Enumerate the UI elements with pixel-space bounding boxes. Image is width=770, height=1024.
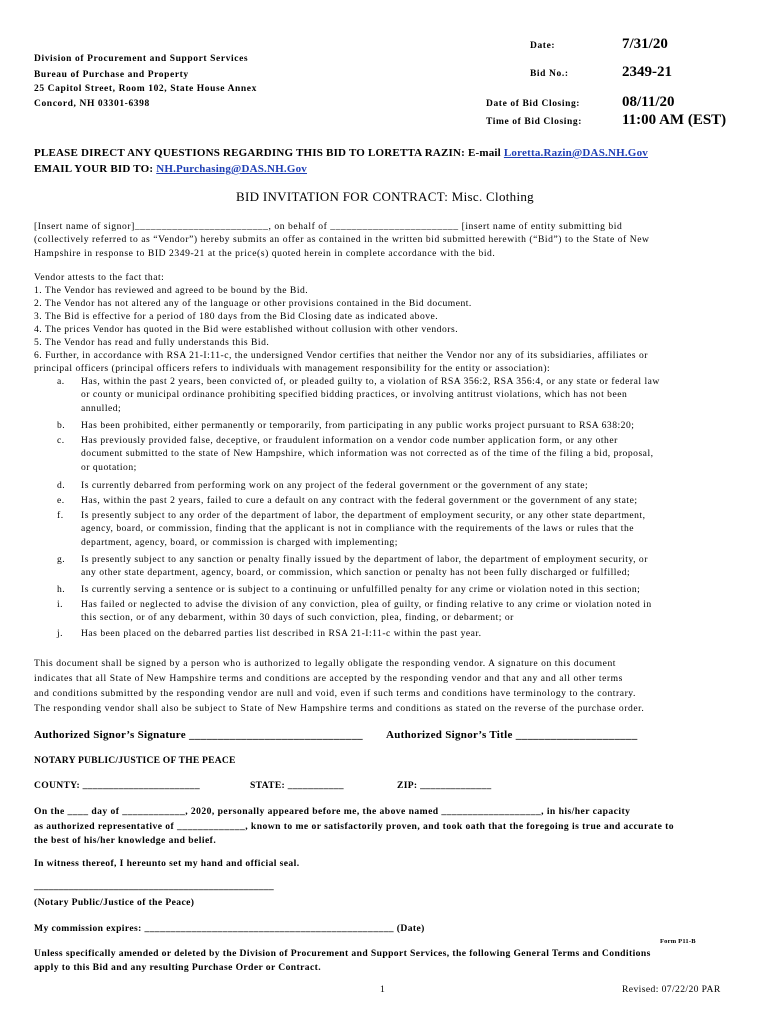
submit-contact [34, 163, 307, 175]
sub-item-line: agency, board, or commission, finding that the applicant is not in compliance with the requirements of the laws or rules that the [81, 523, 635, 535]
closing-time-label: Time of Bid Closing: [486, 117, 583, 127]
date-value: 7/31/20 [622, 36, 668, 52]
oath-line: the best of his/her knowledge and belief. [34, 835, 217, 846]
closing-date-value: 08/11/20 [622, 94, 675, 110]
commission-expires-field[interactable]: My commission expires: ________________________________________________ (Date) [34, 923, 425, 934]
page-number: 1 [380, 984, 385, 995]
sub-item-line: Is currently serving a sentence or is subject to a continuing or unfulfilled penalty for any crime or violation noted in this section; [81, 584, 641, 595]
witness-statement: In witness thereof, I hereunto set my hand and official seal. [34, 858, 300, 869]
closing-paragraph [34, 656, 746, 716]
sub-item-letter: a. [57, 376, 65, 387]
attest-item: 1. The Vendor has reviewed and agreed to be bound by the Bid. [34, 285, 309, 296]
sub-item-line: any other state department, agency, board, or commission, which sanction or penalty has not been fully discharged or fulfilled; [81, 567, 631, 579]
attest-item: 5. The Vendor has read and fully understands this Bid. [34, 337, 270, 348]
notary-signature-caption: (Notary Public/Justice of the Peace) [34, 897, 195, 908]
sub-item-line: Has been prohibited, either permanently or temporarily, from participating in any public works project pursuant to RSA 638:20; [81, 420, 635, 431]
attest-item: 3. The Bid is effective for a period of 180 days from the Bid Closing date as indicated above. [34, 311, 439, 322]
sub-item-letter: h. [57, 584, 66, 595]
sub-item-line: document submitted to the state of New Hampshire, which information was not corrected as of the time of the filing a bid, proposal, [81, 448, 654, 460]
sub-item-letter: f. [57, 510, 64, 521]
county-field[interactable]: COUNTY: _______________________ [34, 780, 200, 791]
general-terms-note [34, 947, 746, 975]
sub-item-line: Has been placed on the debarred parties list described in RSA 21-I:11-c within the past year. [81, 628, 482, 639]
sub-item-line: Has failed or neglected to advise the division of any conviction, plea of guilty, or finding relative to any crime or violation noted in [81, 599, 652, 610]
signor-signature-field[interactable]: Authorized Signor’s Signature ______________________________ [34, 729, 363, 741]
notary-heading: NOTARY PUBLIC/JUSTICE OF THE PEACE [34, 755, 236, 766]
address-street: 25 Capitol Street, Room 102, State House Annex [34, 84, 257, 94]
address-city: Concord, NH 03301-6398 [34, 99, 150, 109]
closing-line: This document shall be signed by a person who is authorized to legally obligate the responding vendor. A signature on this document [34, 658, 617, 669]
closing-time-value: 11:00 AM (EST) [622, 112, 727, 128]
sub-item-letter: b. [57, 420, 66, 431]
sub-item-letter: d. [57, 480, 66, 491]
attest-item: principal officers (principal officers refers to individuals with management responsibility for the entity or association): [34, 363, 551, 374]
signor-title-field[interactable]: Authorized Signor’s Title _____________________ [386, 729, 638, 741]
sub-item-letter: e. [57, 495, 65, 506]
attest-item: 2. The Vendor has not altered any of the language or other provisions contained in the Bid document. [34, 298, 472, 309]
note-line: Unless specifically amended or deleted by the Division of Procurement and Support Services, the following General Terms and Conditions [34, 948, 651, 959]
sub-item-line: Is presently subject to any order of the department of labor, the department of employment security, or any other state department, [81, 510, 646, 521]
sub-item-line: Is presently subject to any sanction or penalty finally issued by the department of labor, the department of employment security, or [81, 554, 648, 565]
sub-item-letter: g. [57, 554, 66, 565]
revision-date: Revised: 07/22/20 PAR [622, 984, 721, 995]
closing-date-label: Date of Bid Closing: [486, 99, 581, 109]
sub-item-line: Is currently debarred from performing work on any project of the federal government or the government of any state; [81, 480, 589, 491]
sub-item-line: or quotation; [81, 461, 137, 473]
state-field[interactable]: STATE: ___________ [250, 780, 344, 791]
zip-field[interactable]: ZIP: ______________ [397, 780, 492, 791]
intro-line: (collectively referred to as “Vendor”) hereby submits an offer as contained in the written bid submitted herewith (“Bid”) to the State of New [34, 234, 650, 246]
submit-text: EMAIL YOUR BID TO: [34, 163, 157, 175]
bureau-name: Bureau of Purchase and Property [34, 70, 189, 80]
attest-item: 4. The prices Vendor has quoted in the Bid were established without collusion with other vendors. [34, 324, 459, 335]
notary-oath [34, 805, 746, 849]
sub-item-line: Has, within the past 2 years, failed to cure a default on any contract with the federal government or the government of any state; [81, 495, 638, 506]
oath-line: On the ____ day of ____________, 2020, personally appeared before me, the above named ___________________, in his/her capacity [34, 806, 631, 817]
sub-item-letter: c. [57, 435, 65, 446]
sub-item-line: annulled; [81, 402, 122, 414]
sub-item-line: Has, within the past 2 years, been convicted of, or pleaded guilty to, a violation of RSA 356:2, RSA 356:4, or any state or federal law [81, 376, 660, 387]
intro-paragraph [34, 220, 744, 260]
closing-line: and conditions submitted by the responding vendor are null and void, even if such terms and conditions have terminology to the contrary. [34, 688, 636, 699]
form-number: Form P11-B [660, 938, 696, 945]
oath-line: as authorized representative of _____________, known to me or satisfactorily proven, and took oath that the foregoing is true and accurate to [34, 820, 675, 832]
closing-line: indicates that all State of New Hampshire terms and conditions are accepted by the responding vendor and that any and all other terms [34, 673, 623, 684]
sub-item-line: this section, or of any debarment, within 30 days of such conviction, plea, finding, or debarment; or [81, 612, 514, 624]
notary-signature-line[interactable]: ________________________________________________ [34, 881, 274, 892]
questions-email-link[interactable]: Loretta.Razin@DAS.NH.Gov [503, 147, 648, 159]
document-title: BID INVITATION FOR CONTRACT: Misc. Clothing [236, 189, 534, 204]
date-label: Date: [530, 41, 556, 51]
submit-email-link[interactable]: NH.Purchasing@DAS.NH.Gov [156, 163, 308, 175]
sub-item-line: department, agency, board, or commission is charged with implementing; [81, 536, 398, 548]
sub-item-line: Has previously provided false, deceptive, or fraudulent information on a vendor code number application form, or any other [81, 435, 618, 446]
questions-text: PLEASE DIRECT ANY QUESTIONS REGARDING THIS BID TO LORETTA RAZIN: E-mail [34, 147, 504, 159]
org-name: Division of Procurement and Support Services [34, 54, 249, 64]
attests-heading: Vendor attests to the fact that: [34, 272, 165, 283]
closing-line: The responding vendor shall also be subject to State of New Hampshire terms and conditions as stated on the reverse of the purchase order. [34, 703, 645, 714]
sub-item-line: or county or municipal ordinance prohibiting specified bidding practices, or involving antitrust violations, which has not been [81, 389, 628, 401]
intro-line: [Insert name of signor]_________________________, on behalf of ________________________ [insert name of entity submitting bid [34, 221, 623, 232]
bid-no-label: Bid No.: [530, 69, 569, 79]
attest-item: 6. Further, in accordance with RSA 21-I:11-c, the undersigned Vendor certifies that neither the Vendor nor any of its subsidiaries, affiliates or [34, 350, 648, 361]
sub-item-letter: i. [57, 599, 64, 610]
questions-contact [34, 147, 648, 159]
note-line: apply to this Bid and any resulting Purchase Order or Contract. [34, 962, 322, 973]
sub-item-letter: j. [57, 628, 64, 639]
intro-line: Hampshire in response to BID 2349-21 at the price(s) quoted herein in complete accordance with the bid. [34, 247, 496, 259]
bid-no-value: 2349-21 [622, 64, 672, 80]
